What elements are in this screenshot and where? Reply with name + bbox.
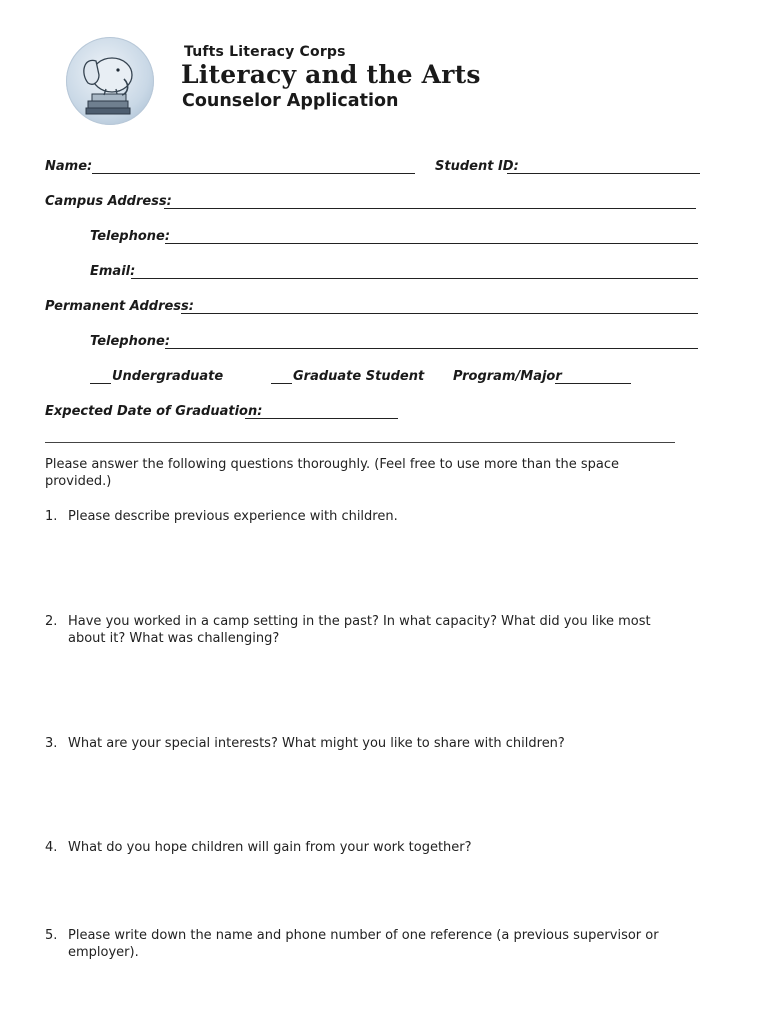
question-number: 1. [45,509,58,524]
undergraduate-label: Undergraduate [112,369,224,384]
email-label: Email: [90,264,136,279]
question-3-text: What are your special interests? What might you like to share with children? [68,736,565,751]
expected-graduation-field[interactable] [245,418,398,419]
permanent-address-field[interactable] [181,313,698,314]
permanent-telephone-field[interactable] [165,348,698,349]
student-id-label: Student ID: [435,159,519,174]
question-2-text: Have you worked in a camp setting in the past? In what capacity? What did you like most about it? What was challenging? [68,614,651,646]
page-subtitle: Counselor Application [182,91,399,111]
expected-graduation-label: Expected Date of Graduation: [45,404,263,419]
question-5-text: Please write down the name and phone number of one reference (a previous supervisor or employer). [68,928,659,960]
permanent-telephone-label: Telephone: [90,334,171,349]
question-4-text: What do you hope children will gain from your work together? [68,840,472,855]
program-major-field[interactable] [555,383,631,384]
graduate-student-checkline[interactable] [271,383,292,384]
name-field[interactable] [92,173,415,174]
question-number: 3. [45,736,58,751]
elephant-reading-books-icon [66,37,154,125]
section-divider [45,442,675,443]
undergraduate-checkline[interactable] [90,383,111,384]
campus-telephone-label: Telephone: [90,229,171,244]
page-title: Literacy and the Arts [181,60,481,89]
question-number: 2. [45,614,58,629]
name-label: Name: [45,159,93,174]
question-number: 4. [45,840,58,855]
permanent-address-label: Permanent Address: [45,299,194,314]
instructions-text: Please answer the following questions thoroughly. (Feel free to use more than the space provided.) [45,457,620,489]
question-1-text: Please describe previous experience with children. [68,509,398,524]
campus-address-field[interactable] [164,208,696,209]
graduate-student-label: Graduate Student [293,369,425,384]
email-field[interactable] [131,278,698,279]
program-major-label: Program/Major [453,369,562,384]
question-number: 5. [45,928,58,943]
student-id-field[interactable] [507,173,700,174]
organization-name: Tufts Literacy Corps [184,44,346,60]
campus-telephone-field[interactable] [165,243,698,244]
campus-address-label: Campus Address: [45,194,172,209]
logo [66,37,154,125]
